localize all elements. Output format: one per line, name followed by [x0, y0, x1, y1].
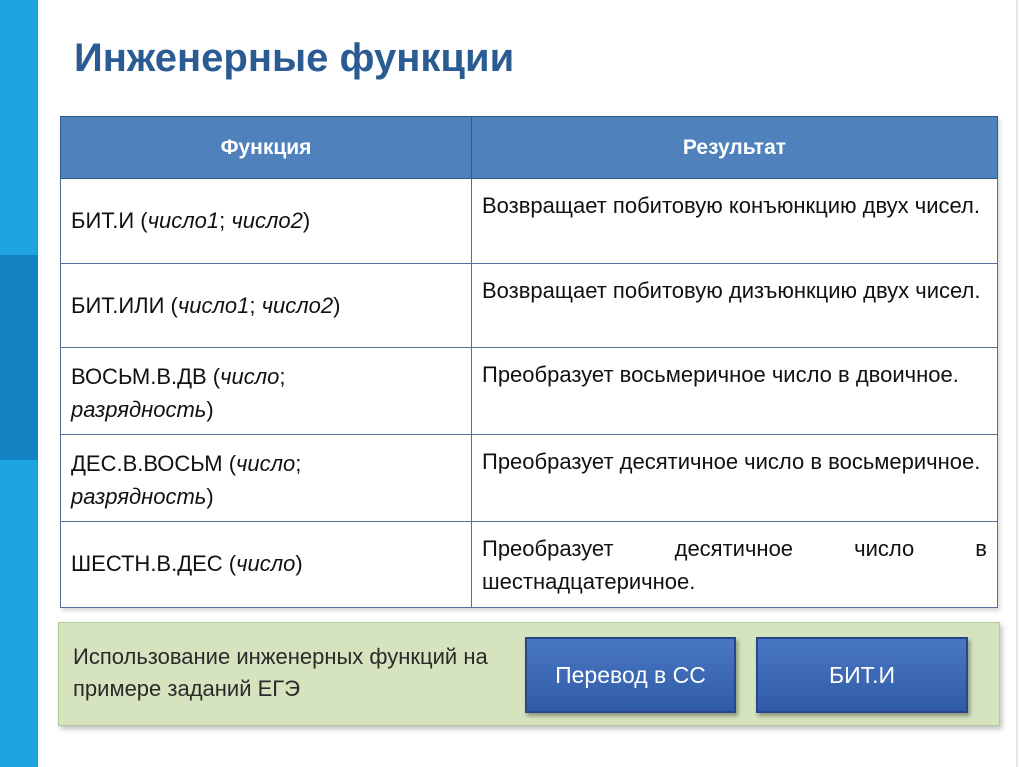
function-cell: БИТ.И (число1; число2): [61, 179, 472, 264]
header-result: Результат: [472, 117, 998, 179]
result-cell: Возвращает побитовую дизъюнкцию двух чисел.: [472, 264, 998, 348]
header-function: Функция: [61, 117, 472, 179]
result-cell: Возвращает побитовую конъюнкцию двух чисел.: [472, 179, 998, 264]
result-cell: Преобразует десятичное число в шестнадцатеричное.: [472, 522, 998, 608]
table-row: [61, 522, 998, 608]
bitand-button[interactable]: БИТ.И: [756, 637, 968, 713]
result-cell: Преобразует десятичное число в восьмеричное.: [472, 435, 998, 522]
table-row: [61, 435, 998, 522]
conversion-button[interactable]: Перевод в СС: [525, 637, 736, 713]
right-divider: [1016, 0, 1018, 767]
slide-title: Инженерные функции: [74, 36, 515, 80]
function-cell: ДЕС.В.ВОСЬМ (число; разрядность): [61, 435, 472, 522]
left-accent-bar-highlight: [0, 255, 38, 460]
table-row: [61, 264, 998, 348]
function-cell: БИТ.ИЛИ (число1; число2): [61, 264, 472, 348]
links-panel: [58, 622, 1000, 726]
result-cell: Преобразует восьмеричное число в двоичное.: [472, 348, 998, 435]
table-row: [61, 348, 998, 435]
panel-description: Использование инженерных функций на примере заданий ЕГЭ: [73, 644, 488, 701]
function-cell: ВОСЬМ.В.ДВ (число; разрядность): [61, 348, 472, 435]
functions-table: [60, 116, 998, 608]
function-cell: ШЕСТН.В.ДЕС (число): [61, 522, 472, 608]
table-row: [61, 179, 998, 264]
table-header-row: [61, 117, 998, 179]
